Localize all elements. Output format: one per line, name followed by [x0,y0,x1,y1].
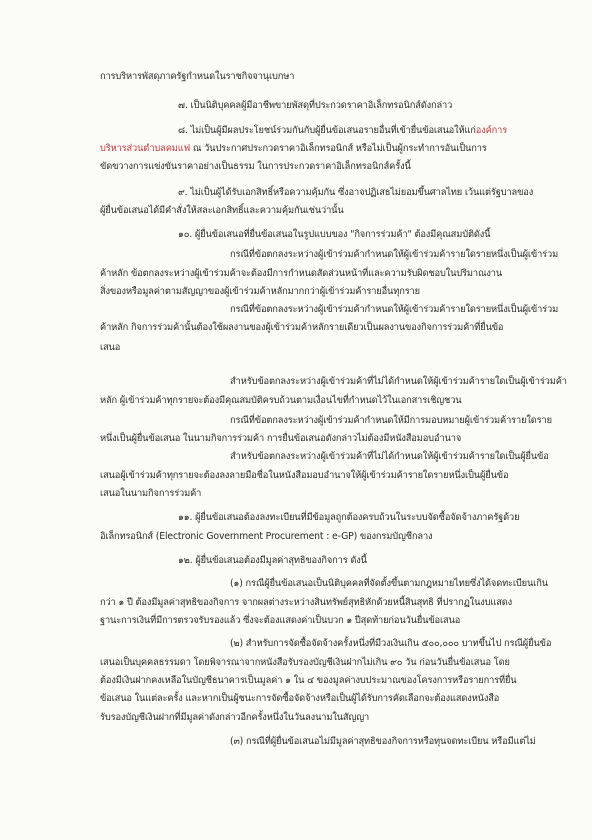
text-line: ขัดขวางการแข่งขันราคาอย่างเป็นธรรม ในการประกวดราคาอิเล็กทรอนิกส์ครั้งนี้ [100,161,411,172]
text-line: (๑) กรณีผู้ยื่นข้อเสนอเป็นนิติบุคคลที่จัดตั้งขึ้นตามกฎหมายไทยซึ่งได้จดทะเบียนเกิน [230,578,548,589]
text-line: ๗. เป็นนิติบุคคลผู้มีอาชีพขายพัสดุที่ประกวดราคาอิเล็กทรอนิกส์ดังกล่าว [178,100,453,111]
text-line: กรณีที่ข้อตกลงระหว่างผู้เข้าร่วมค้ากำหนดให้ผู้เข้าร่วมค้ารายใดรายหนึ่งเป็นผู้เข้าร่วม [230,304,559,315]
highlighted-text: บริหารส่วนตำบลคมแฟ [100,143,191,154]
text-line: (๒) สำหรับการจัดซื้อจัดจ้างครั้งหนึ่งที่มีวงเงินเกิน ๕๐๐,๐๐๐ บาทขึ้นไป กรณีผู้ยื่นข้อ [230,638,552,649]
highlighted-text: องค์การ [475,125,508,136]
text-line: ๑๒. ผู้ยื่นข้อเสนอต้องมีมูลค่าสุทธิของกิจการ ดังนี้ [178,555,367,566]
text-line: กรณีที่ข้อตกลงระหว่างผู้เข้าร่วมค้ากำหนดให้ผู้เข้าร่วมค้ารายใดรายหนึ่งเป็นผู้เข้าร่วม [230,249,559,260]
text-line: เสนอ [100,342,121,353]
text-line: ฐานะการเงินที่มีการตรวจรับรองแล้ว ซึ่งจะต้องแสดงค่าเป็นบวก ๑ ปีสุดท้ายก่อนวันยื่นข้อเสนอ [100,615,461,626]
text-segment: ณ วันประกาศประกวดราคาอิเล็กทรอนิกส์ หรือไม่เป็นผู้กระทำการอันเป็นการ [190,143,487,154]
text-line: สำหรับข้อตกลงระหว่างผู้เข้าร่วมค้าที่ไม่ได้กำหนดให้ผู้เข้าร่วมค้ารายใดเป็นผู้เข้าร่วมค้า [230,376,567,387]
text-line: ผู้ยื่นข้อเสนอได้มีคำสั่งให้สละเอกสิทธิ์และความคุ้มกันเช่นว่านั้น [100,205,344,216]
text-line: สิ่งของหรือมูลค่าตามสัญญาของผู้เข้าร่วมค้าหลักมากกว่าผู้เข้าร่วมค้ารายอื่นทุกราย [100,286,420,297]
text-line: ๙. ไม่เป็นผู้ได้รับเอกสิทธิ์หรือความคุ้มกัน ซึ่งอาจปฏิเสธไม่ยอมขึ้นศาลไทย เว้นแต่รัฐบาลของ [178,187,534,198]
text-line: การบริหารพัสดุภาครัฐกำหนดในราชกิจจานุเบกษา [100,71,295,82]
text-line: อิเล็กทรอนิกส์ (Electronic Government Procurement : e-GP) ของกรมบัญชีกลาง [100,531,433,542]
text-line: สำหรับข้อตกลงระหว่างผู้เข้าร่วมค้าที่ไม่ได้กำหนดให้ผู้เข้าร่วมค้ารายใดเป็นผู้ยื่นข้อ [230,451,549,462]
text-line: รับรองบัญชีเงินฝากที่มีมูลค่าดังกล่าวอีกครั้งหนึ่งในวันลงนามในสัญญา [100,712,370,723]
text-line: เสนอผู้เข้าร่วมค้าทุกรายจะต้องลงลายมือชื่อในหนังสือมอบอำนาจให้ผู้เข้าร่วมค้ารายใดรายหนึ่งเป็นผู้ยื่นข้อ [100,470,509,481]
text-segment: ๘. ไม่เป็นผู้มีผลประโยชน์ร่วมกันกับผู้ยื่นข้อเสนอรายอื่นที่เข้ายื่นข้อเสนอให้แก่ [178,125,476,136]
text-line: หนึ่งเป็นผู้ยื่นข้อเสนอ ในนามกิจการร่วมค้า การยื่นข้อเสนอดังกล่าวไม่ต้องมีหนังสือมอบอำนาจ [100,433,462,444]
text-line: ๑๑. ผู้ยื่นข้อเสนอต้องลงทะเบียนที่มีข้อมูลถูกต้องครบถ้วนในระบบจัดซื้อจัดจ้างภาครัฐด้วย [178,512,520,523]
text-line: กรณีที่ข้อตกลงระหว่างผู้เข้าร่วมค้ากำหนดให้มีการมอบหมายผู้เข้าร่วมค้ารายใดราย [230,415,552,426]
text-line: เสนอในนามกิจการร่วมค้า [100,488,202,499]
text-line: ต้องมีเงินฝากคงเหลือในบัญชีธนาคารเป็นมูลค่า ๑ ใน ๔ ของมูลค่างบประมาณของโครงการหรือรายการที่ยื่น [100,675,517,686]
text-line: (๓) กรณีที่ผู้ยื่นข้อเสนอไม่มีมูลค่าสุทธิของกิจการหรือทุนจดทะเบียน หรือมีแต่ไม่ [230,736,536,747]
text-line: ค้าหลัก กิจการร่วมค้านั้นต้องใช้ผลงานของผู้เข้าร่วมค้าหลักรายเดียวเป็นผลงานของกิจการร่วมค้าที่ยื่นข้อ [100,322,504,333]
text-line: กว่า ๑ ปี ต้องมีมูลค่าสุทธิของกิจการ จากผลต่างระหว่างสินทรัพย์สุทธิหักด้วยหนี้สินสุทธิ ที่ปรากฏในงบแสดง [100,597,513,608]
text-line: ค้าหลัก ข้อตกลงระหว่างผู้เข้าร่วมค้าจะต้องมีการกำหนดสัดส่วนหน้าที่และความรับผิดชอบในปริมาณงาน [100,268,503,279]
text-line: ข้อเสนอ ในแต่ละครั้ง และหากเป็นผู้ชนะการจัดซื้อจัดจ้างหรือเป็นผู้ได้รับการคัดเลือกจะต้องแสดงหนังสือ [100,693,500,704]
text-line [100,142,487,155]
text-line: หลัก ผู้เข้าร่วมค้าทุกรายจะต้องมีคุณสมบัติครบถ้วนตามเงื่อนไขที่กำหนดไว้ในเอกสารเชิญชวน [100,395,462,406]
text-line: ๑๐. ผู้ยื่นข้อเสนอที่ยื่นข้อเสนอในรูปแบบของ "กิจการร่วมค้า" ต้องมีคุณสมบัติดังนี้ [178,229,491,240]
text-line: เสนอเป็นบุคคลธรรมดา โดยพิจารณาจากหนังสือรับรองบัญชีเงินฝากไม่เกิน ๙๐ วัน ก่อนวันยื่นข้อเสนอ โดย [100,657,510,668]
text-line [178,124,507,137]
